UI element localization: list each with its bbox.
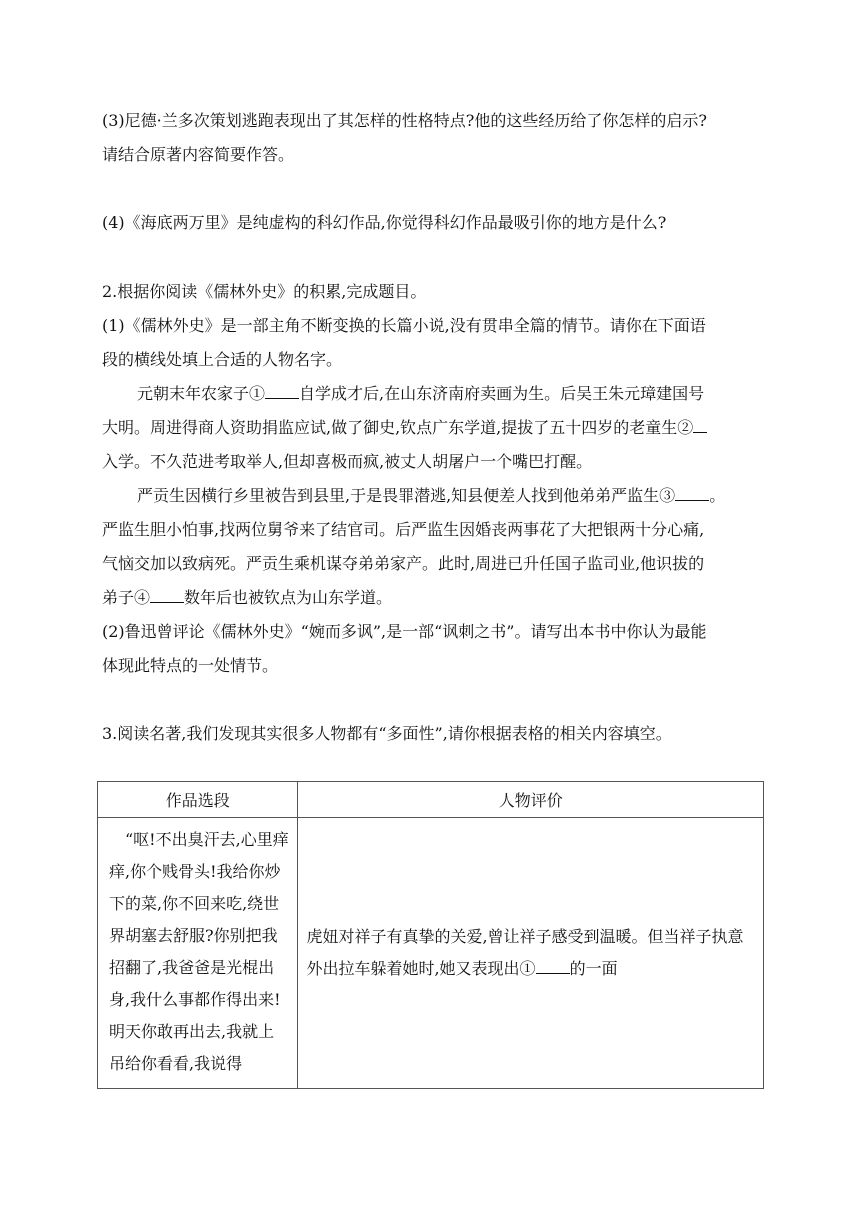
q1-3-line2: 请结合原著内容简要作答。 [102, 145, 295, 164]
table-row [98, 818, 764, 1089]
excerpt-body: “呕!不出臭汗去,心里痒痒,你个贱骨头!我给你炒下的菜,你不回来吃,绕世界胡塞去舒服?你别把我招翻了,我爸爸是光棍出身,我什么事都作得出来!明天你敢再出去,我就上吊给你看看,我说得 [109, 830, 289, 1073]
excerpt-cell [98, 818, 298, 1089]
blank-3[interactable] [675, 486, 709, 501]
q2-sub2-line1: (2)鲁迅曾评论《儒林外史》“婉而多讽”,是一部“讽刺之书”。请写出本书中你认为最能 [102, 622, 707, 641]
q3-heading: 3.阅读名著,我们发现其实很多人物都有“多面性”,请你根据表格的相关内容填空。 [102, 724, 672, 743]
table-header-row [98, 782, 764, 818]
para1-line1-text-a: 元朝末年农家子① [137, 384, 266, 403]
q1-3-line1: (3)尼德·兰多次策划逃跑表现出了其怎样的性格特点?他的这些经历给了你怎样的启示? [102, 111, 707, 130]
q2-para1-line3: 入学。不久范进考取举人,但却喜极而疯,被丈人胡屠户一个嘴巴打醒。 [102, 452, 593, 471]
q1-4-line1: (4)《海底两万里》是纯虚构的科幻作品,你觉得科幻作品最吸引你的地方是什么? [102, 213, 667, 232]
character-table [97, 781, 764, 1089]
para2-line1-text-b: 。 [709, 486, 726, 505]
para1-line1-text-b: 自学成才后,在山东济南府卖画为生。后吴王朱元璋建国号 [299, 384, 705, 403]
q2-para1-line2 [102, 418, 707, 438]
evaluation-cell [298, 818, 764, 1089]
excerpt-text [109, 824, 289, 1080]
q2-para1-line1 [137, 384, 704, 404]
header-excerpt: 作品选段 [98, 782, 298, 818]
q2-sub1-line2: 段的横线处填上合适的人物名字。 [102, 350, 343, 369]
blank-1[interactable] [265, 384, 299, 399]
q2-para2-line2: 严监生胆小怕事,找两位舅爷来了结官司。后严监生因婚丧两事花了大把银两十分心痛, [102, 520, 705, 539]
para2-line1-text-a: 严贡生因横行乡里被告到县里,于是畏罪潜逃,知县便差人找到他弟弟严监生③ [137, 486, 676, 505]
q2-para2-line3: 气恼交加以致病死。严贡生乘机谋夺弟弟家产。此时,周进已升任国子监司业,他识拔的 [102, 554, 705, 573]
q2-para2-line4 [102, 588, 392, 608]
para1-line2-text: 大明。周进得商人资助捐监应试,做了御史,钦点广东学道,提拔了五十四岁的老童生② [102, 418, 694, 437]
q2-sub1-line1: (1)《儒林外史》是一部主角不断变换的长篇小说,没有贯串全篇的情节。请你在下面语 [102, 316, 706, 335]
para2-line4-text-a: 弟子④ [102, 588, 151, 607]
blank-4[interactable] [150, 588, 184, 603]
blank-2[interactable] [693, 418, 707, 433]
q2-sub2-line2: 体现此特点的一处情节。 [102, 656, 279, 675]
q2-para2-line1 [137, 486, 725, 506]
blank-5[interactable] [536, 959, 570, 974]
evaluation-text-a: 虎妞对祥子有真挚的关爱,曾让祥子感受到温暖。但当祥子执意外出拉车躲着她时,她又表现出① [306, 927, 744, 978]
evaluation-text-b: 的一面 [569, 959, 618, 978]
q2-heading: 2.根据你阅读《儒林外史》的积累,完成题目。 [102, 282, 427, 301]
para2-line4-text-b: 数年后也被钦点为山东学道。 [184, 588, 393, 607]
header-evaluation: 人物评价 [298, 782, 764, 818]
